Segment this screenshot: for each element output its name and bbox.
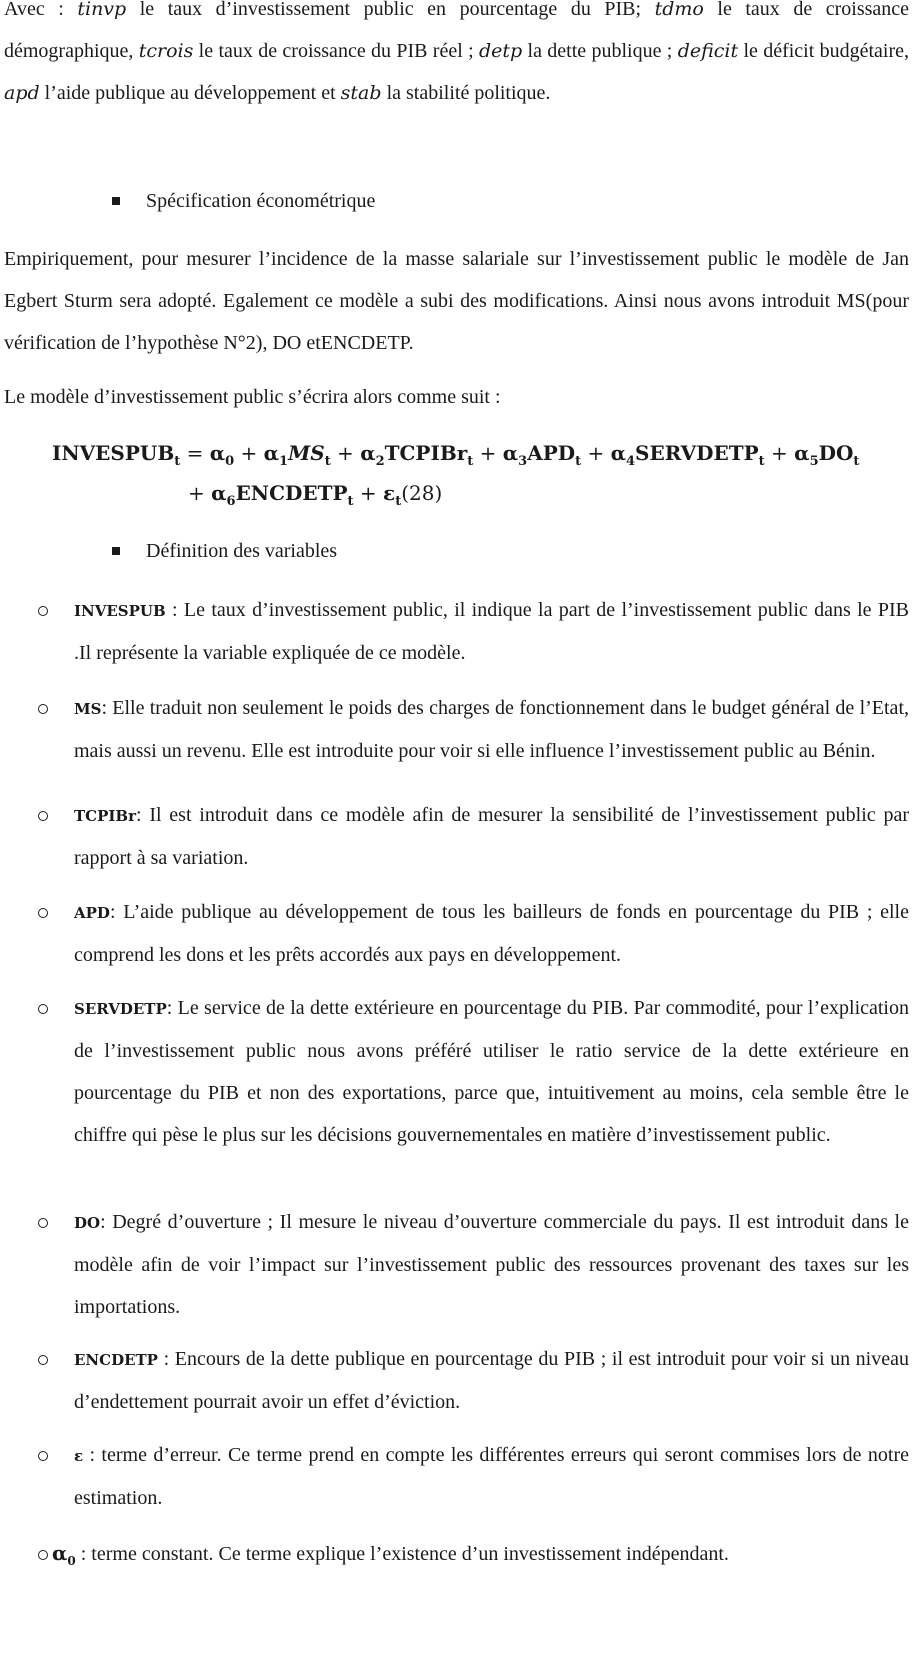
circle-bullet-icon <box>38 1218 48 1228</box>
square-bullet-icon <box>112 547 120 555</box>
circle-bullet-icon <box>38 704 48 714</box>
var-tdmo: tdmo <box>654 0 704 20</box>
circle-bullet-icon <box>38 1550 48 1560</box>
circle-bullet-icon <box>38 606 48 616</box>
definition-alpha0: $\alpha_0$ : terme constant. Ce terme explique l’existence d’un investissement indépendant. <box>38 1532 729 1582</box>
square-bullet-icon <box>112 197 120 205</box>
circle-bullet-icon <box>38 811 48 821</box>
definition-servdetp: SERVDETP: Le service de la dette extérieure en pourcentage du PIB. Par commodité, pour l’explication de l’investissement public nous avons préféré utiliser le ratio service de la dette extérieure en pourcentage du PIB et non des exportations, parce que, intuitivement au moins, cela semble être le chiffre qui pèse le plus sur les décisions gouvernementales en matière d’investissement public. <box>74 997 909 1146</box>
definition-do: DO: Degré d’ouverture ; Il mesure le niveau d’ouverture commerciale du pays. Il est introduit dans le modèle afin de voir l’impact sur l’investissement public des ressources provenant des taxes sur les importations. <box>74 1211 909 1318</box>
var-tinvp: tinvp <box>77 0 127 20</box>
paragraph-modele: Le modèle d’investissement public s’écrira alors comme suit : <box>4 386 501 408</box>
var-apd: apd <box>4 82 40 104</box>
circle-bullet-icon <box>38 1451 48 1461</box>
var-detp: detp <box>478 40 523 62</box>
circle-bullet-icon <box>38 908 48 918</box>
intro-paragraph: Avec : tinvp le taux d’investissement public en pourcentage du PIB; tdmo le taux de croissance démographique, tcrois le taux de croissance du PIB réel ; detp la dette publique ; deficit le déficit budgétaire, apd l’aide publique au développement et stab la stabilité politique. <box>4 0 910 104</box>
equation-line-2: + $\alpha_6ENCDETP_t + \varepsilon_t(28)$ <box>188 481 443 509</box>
intro-avec: Avec : <box>4 0 64 20</box>
paragraph-empiriquement: Empiriquement, pour mesurer l’incidence de la masse salariale sur l’investissement public le modèle de Jan Egbert Sturm sera adopté. Egalement ce modèle a subi des modifications. Ainsi nous avons introduit MS(pour vérification de l’hypothèse N°2), DO etENCDETP. <box>4 248 909 354</box>
var-tcrois: tcrois <box>138 40 194 62</box>
section-heading-specification: Spécification économétrique <box>146 190 376 212</box>
circle-bullet-icon <box>38 1004 48 1014</box>
definition-encdetp: ENCDETP : Encours de la dette publique en pourcentage du PIB ; il est introduit pour voir si un niveau d’endettement pourrait avoir un effet d’éviction. <box>74 1348 909 1413</box>
definition-invespub: INVESPUB : Le taux d’investissement public, il indique la part de l’investissement public dans le PIB .Il représente la variable expliquée de ce modèle. <box>74 599 910 664</box>
definition-epsilon: ε : terme d’erreur. Ce terme prend en compte les différentes erreurs qui seront commises lors de notre estimation. <box>74 1444 910 1509</box>
definition-apd: APD: L’aide publique au développement de tous les bailleurs de fonds en pourcentage du PIB ; elle comprend les dons et les prêts accordés aux pays en développement. <box>74 901 909 966</box>
section-heading-definition: Définition des variables <box>146 540 338 562</box>
equation-line-1: $INVESPUB_t = \alpha_0 + \alpha_1MS_t$ + $\alpha_2TCPIBr_t + \alpha_3APD_t$ + $\alpha_4SERVDETP_t + \alpha_5DO_t$ <box>52 441 860 469</box>
definition-tcpibr: TCPIBr: Il est introduit dans ce modèle afin de mesurer la sensibilité de l’investissement public par rapport à sa variation. <box>74 804 909 869</box>
equation-number: (28) <box>401 481 443 505</box>
var-stab: stab <box>340 82 382 104</box>
var-deficit: deficit <box>677 40 739 62</box>
circle-bullet-icon <box>38 1355 48 1365</box>
definition-ms: MS: Elle traduit non seulement le poids des charges de fonctionnement dans le budget général de l’Etat, mais aussi un revenu. Elle est introduite pour voir si elle influence l’investissement public au Bénin. <box>74 697 909 762</box>
